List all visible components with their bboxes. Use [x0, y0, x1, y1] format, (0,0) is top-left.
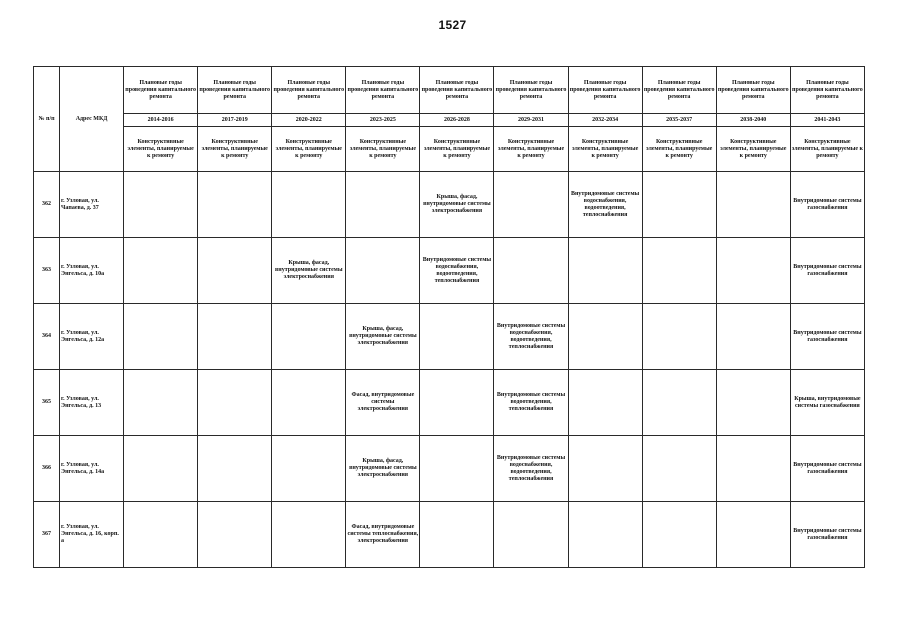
table-row	[34, 502, 865, 568]
header-period-years: 2041-2043	[790, 114, 864, 127]
planned-work-cell: Крыша, фасад, внутридомовые системы электроснабжения	[272, 238, 346, 304]
planned-work-cell	[494, 172, 568, 238]
header-num: № п/п	[34, 67, 60, 172]
header-period-years: 2020-2022	[272, 114, 346, 127]
header-period-title: Плановые годы проведения капитального ремонта	[346, 67, 420, 114]
planned-work-cell: Внутридомовые системы газоснабжения	[790, 238, 864, 304]
planned-work-cell: Внутридомовые системы водоснабжения, водоотведения, теплоснабжения	[494, 436, 568, 502]
table-row	[34, 370, 865, 436]
page-number: 1527	[438, 18, 467, 32]
planned-work-cell	[568, 238, 642, 304]
planned-work-cell: Фасад, внутридомовые системы электроснабжения	[346, 370, 420, 436]
header-period-elements: Конструктивные элементы, планируемые к ремонту	[716, 127, 790, 172]
planned-work-cell	[642, 436, 716, 502]
planned-work-cell	[420, 436, 494, 502]
planned-work-cell: Внутридомовые системы газоснабжения	[790, 172, 864, 238]
header-period-elements: Конструктивные элементы, планируемые к ремонту	[272, 127, 346, 172]
planned-work-cell	[568, 370, 642, 436]
planned-work-cell	[642, 370, 716, 436]
planned-work-cell	[272, 304, 346, 370]
planned-work-cell: Крыша, фасад, внутридомовые системы электроснабжения	[346, 436, 420, 502]
planned-work-cell	[198, 502, 272, 568]
header-period-years: 2026-2028	[420, 114, 494, 127]
planned-work-cell	[494, 502, 568, 568]
header-period-title: Плановые годы проведения капитального ремонта	[642, 67, 716, 114]
planned-work-cell: Внутридомовые системы газоснабжения	[790, 304, 864, 370]
planned-work-cell	[420, 304, 494, 370]
planned-work-cell: Внутридомовые системы газоснабжения	[790, 502, 864, 568]
row-address: г. Узловая, ул. Энгельса, д. 12а	[60, 304, 124, 370]
planned-work-cell	[272, 436, 346, 502]
header-period-years: 2032-2034	[568, 114, 642, 127]
header-period-title: Плановые годы проведения капитального ремонта	[790, 67, 864, 114]
planned-work-cell: Внутридомовые системы водоотведения, теплоснабжения	[494, 370, 568, 436]
header-period-years: 2014-2016	[124, 114, 198, 127]
planned-work-cell	[642, 238, 716, 304]
header-period-title: Плановые годы проведения капитального ремонта	[272, 67, 346, 114]
planned-work-cell	[716, 304, 790, 370]
header-period-title: Плановые годы проведения капитального ремонта	[568, 67, 642, 114]
planned-work-cell	[346, 172, 420, 238]
planned-work-cell	[124, 172, 198, 238]
planned-work-cell	[716, 238, 790, 304]
planned-work-cell	[420, 370, 494, 436]
header-period-elements: Конструктивные элементы, планируемые к ремонту	[790, 127, 864, 172]
row-address: г. Узловая, ул. Чапаева, д. 37	[60, 172, 124, 238]
header-period-elements: Конструктивные элементы, планируемые к ремонту	[198, 127, 272, 172]
planned-work-cell	[716, 370, 790, 436]
planned-work-cell	[124, 436, 198, 502]
header-period-title: Плановые годы проведения капитального ремонта	[716, 67, 790, 114]
table-header	[34, 67, 865, 172]
planned-work-cell: Крыша, фасад, внутридомовые системы электроснабжения	[420, 172, 494, 238]
header-period-years: 2029-2031	[494, 114, 568, 127]
planned-work-cell	[272, 370, 346, 436]
row-address: г. Узловая, ул. Энгельса, д. 10а	[60, 238, 124, 304]
header-period-title: Плановые годы проведения капитального ремонта	[198, 67, 272, 114]
header-period-title: Плановые годы проведения капитального ремонта	[420, 67, 494, 114]
planned-work-cell	[198, 238, 272, 304]
planned-work-cell	[716, 502, 790, 568]
planned-work-cell	[642, 304, 716, 370]
planned-work-cell	[494, 238, 568, 304]
header-period-years: 2023-2025	[346, 114, 420, 127]
header-period-years: 2038-2040	[716, 114, 790, 127]
table-row	[34, 436, 865, 502]
row-address: г. Узловая, ул. Энгельса, д. 16, корп. а	[60, 502, 124, 568]
planned-work-cell	[346, 238, 420, 304]
planned-work-cell	[642, 502, 716, 568]
planned-work-cell: Фасад, внутридомовые системы теплоснабжения, электроснабжения	[346, 502, 420, 568]
planned-work-cell	[272, 502, 346, 568]
header-period-elements: Конструктивные элементы, планируемые к ремонту	[346, 127, 420, 172]
planned-work-cell	[124, 370, 198, 436]
planned-work-cell	[198, 172, 272, 238]
header-period-elements: Конструктивные элементы, планируемые к ремонту	[642, 127, 716, 172]
row-address: г. Узловая, ул. Энгельса, д. 13	[60, 370, 124, 436]
planned-work-cell	[716, 436, 790, 502]
header-period-years: 2035-2037	[642, 114, 716, 127]
table-body	[34, 172, 865, 568]
header-period-elements: Конструктивные элементы, планируемые к ремонту	[494, 127, 568, 172]
planned-work-cell	[568, 436, 642, 502]
row-number: 365	[34, 370, 60, 436]
header-period-elements: Конструктивные элементы, планируемые к ремонту	[124, 127, 198, 172]
row-number: 367	[34, 502, 60, 568]
planned-work-cell: Внутридомовые системы водоснабжения, водоотведения, теплоснабжения	[494, 304, 568, 370]
planned-work-cell	[272, 172, 346, 238]
planned-work-cell	[716, 172, 790, 238]
table-row	[34, 172, 865, 238]
planned-work-cell	[198, 304, 272, 370]
planned-work-cell: Внутридомовые системы водоснабжения, водоотведения, теплоснабжения	[568, 172, 642, 238]
table-row	[34, 238, 865, 304]
planned-work-cell	[198, 370, 272, 436]
table-row	[34, 304, 865, 370]
header-address: Адрес МКД	[60, 67, 124, 172]
planned-work-cell	[198, 436, 272, 502]
planned-work-cell	[568, 304, 642, 370]
planned-work-cell	[124, 238, 198, 304]
row-address: г. Узловая, ул. Энгельса, д. 14а	[60, 436, 124, 502]
header-period-years: 2017-2019	[198, 114, 272, 127]
planned-work-cell	[420, 502, 494, 568]
planned-work-cell: Внутридомовые системы газоснабжения	[790, 436, 864, 502]
row-number: 366	[34, 436, 60, 502]
planned-work-cell	[642, 172, 716, 238]
header-period-title: Плановые годы проведения капитального ремонта	[494, 67, 568, 114]
planned-work-cell: Внутридомовые системы водоснабжения, водоотведения, теплоснабжения	[420, 238, 494, 304]
row-number: 362	[34, 172, 60, 238]
planned-work-cell	[568, 502, 642, 568]
row-number: 363	[34, 238, 60, 304]
header-period-elements: Конструктивные элементы, планируемые к ремонту	[568, 127, 642, 172]
header-period-elements: Конструктивные элементы, планируемые к ремонту	[420, 127, 494, 172]
row-number: 364	[34, 304, 60, 370]
planned-work-cell: Крыша, фасад, внутридомовые системы электроснабжения	[346, 304, 420, 370]
planned-work-cell	[124, 502, 198, 568]
planned-work-cell: Крыша, внутридомовые системы газоснабжения	[790, 370, 864, 436]
capital-repair-plan-table	[33, 66, 865, 568]
header-period-title: Плановые годы проведения капитального ремонта	[124, 67, 198, 114]
planned-work-cell	[124, 304, 198, 370]
